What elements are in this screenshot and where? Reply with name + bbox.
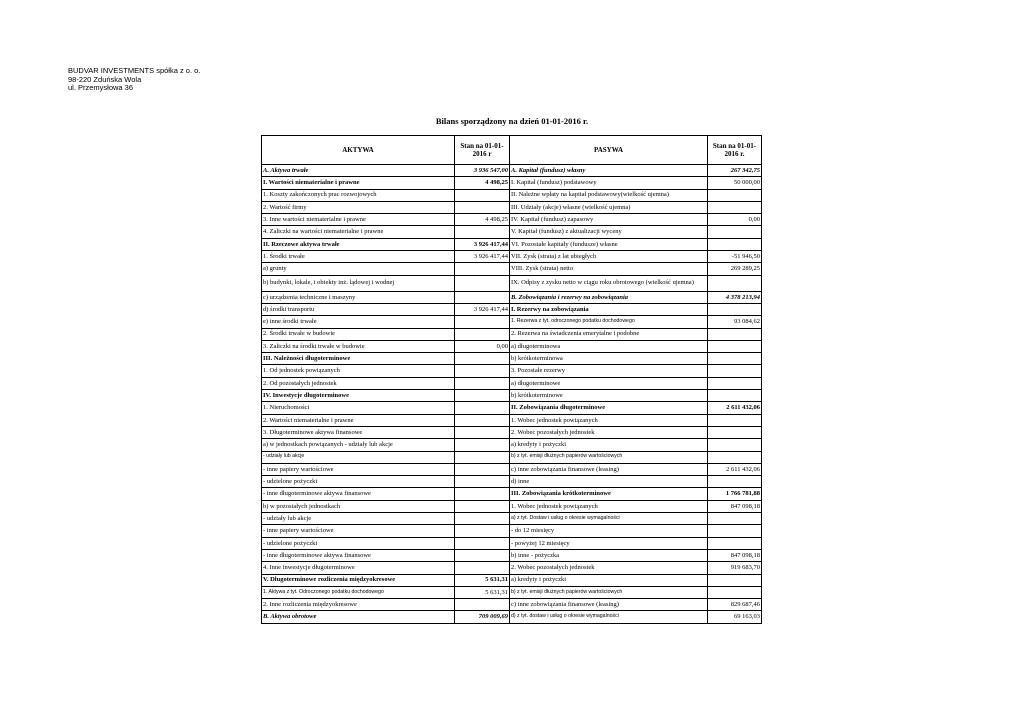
company-header <box>68 67 200 93</box>
table-row <box>262 275 762 291</box>
pasywa-value: 2 611 432,06 <box>708 463 762 475</box>
pasywa-label: d) inne <box>510 476 708 488</box>
balance-sheet-table <box>261 135 762 624</box>
aktywa-value: 0,00 <box>455 340 510 352</box>
pasywa-label: - powyżej 12 miesięcy <box>510 537 708 549</box>
aktywa-value <box>455 439 510 451</box>
aktywa-value <box>455 549 510 561</box>
table-row <box>262 549 762 561</box>
aktywa-value <box>455 353 510 365</box>
pasywa-value <box>708 390 762 402</box>
aktywa-label: 1. Nieruchomości <box>262 402 455 414</box>
pasywa-value <box>708 476 762 488</box>
pasywa-value: 829 687,46 <box>708 599 762 611</box>
pasywa-value <box>708 226 762 238</box>
aktywa-value <box>455 263 510 275</box>
aktywa-value <box>455 451 510 463</box>
aktywa-value <box>455 291 510 303</box>
pasywa-value <box>708 353 762 365</box>
aktywa-label: b) w pozostałych jednostkach <box>262 500 455 512</box>
aktywa-label: b) budynki, lokale, i obiekty inż. lądowej i wodnej <box>262 275 455 291</box>
aktywa-value <box>455 476 510 488</box>
pasywa-label: c) inne zobowiązania finansowe (leasing) <box>510 599 708 611</box>
pasywa-value <box>708 275 762 291</box>
pasywa-value: 4 378 213,94 <box>708 291 762 303</box>
aktywa-value <box>455 599 510 611</box>
aktywa-value: 3 926 417,44 <box>455 303 510 315</box>
aktywa-label: 2. Wartość firmy <box>262 201 455 213</box>
pasywa-label: a) kredyty i pożyczki <box>510 439 708 451</box>
pasywa-label: 1. Wobec jednostek powiązanych <box>510 500 708 512</box>
pasywa-label: VIII. Zysk (strata) netto <box>510 263 708 275</box>
aktywa-label: - udziały lub akcje <box>262 451 455 463</box>
header-pasywa-stan: Stan na 01-01-2016 r. <box>708 136 762 165</box>
table-row <box>262 377 762 389</box>
aktywa-label: - udzielone pożyczki <box>262 476 455 488</box>
table-row <box>262 476 762 488</box>
aktywa-label: - inne papiery wartościowe <box>262 463 455 475</box>
pasywa-label: VI. Pozostałe kapitały (fundusze) własne <box>510 238 708 250</box>
pasywa-value: 919 683,70 <box>708 562 762 574</box>
table-row <box>262 177 762 189</box>
pasywa-value <box>708 377 762 389</box>
aktywa-label: 2. Od pozostałych jednostek <box>262 377 455 389</box>
table-row <box>262 586 762 598</box>
company-address: 98-220 Zduńska Wola <box>68 74 142 84</box>
table-row <box>262 226 762 238</box>
aktywa-label: 3. Inne wartości niematerialne i prawne <box>262 214 455 226</box>
aktywa-label: e) inne środki trwałe <box>262 316 455 328</box>
pasywa-label: c) inne zobowiązania finansowe (leasing) <box>510 463 708 475</box>
pasywa-value <box>708 586 762 598</box>
table-row <box>262 562 762 574</box>
table-row <box>262 201 762 213</box>
pasywa-label: III. Udziały (akcje) własne (wielkość ujemna) <box>510 201 708 213</box>
aktywa-value: 4 498,25 <box>455 177 510 189</box>
aktywa-value <box>455 226 510 238</box>
pasywa-label: 2. Wobec pozostałych jednostek <box>510 562 708 574</box>
pasywa-label: II. Zobowiązania długoterminowe <box>510 402 708 414</box>
table-row <box>262 414 762 426</box>
aktywa-label: c) urządzenia techniczne i maszyny <box>262 291 455 303</box>
aktywa-label: - udziały lub akcje <box>262 513 455 525</box>
pasywa-label: I. Kapitał (fundusz) podstawowy <box>510 177 708 189</box>
pasywa-label: IX. Odpisy z zysku netto w ciągu roku obrotowego (wielkość ujemna) <box>510 275 708 291</box>
aktywa-value <box>455 377 510 389</box>
aktywa-value <box>455 189 510 201</box>
pasywa-value: 0,00 <box>708 214 762 226</box>
aktywa-value <box>455 328 510 340</box>
table-row <box>262 303 762 315</box>
company-street: ul. Przemysłowa 36 <box>68 83 134 92</box>
aktywa-label: II. Rzeczowe aktywa trwałe <box>262 238 455 250</box>
aktywa-value: 709 009,69 <box>455 611 510 623</box>
table-row <box>262 238 762 250</box>
pasywa-value <box>708 365 762 377</box>
table-row <box>262 263 762 275</box>
table-row <box>262 500 762 512</box>
aktywa-label: III. Należności długoterminowe <box>262 353 455 365</box>
aktywa-label: - inne długoterminowe aktywa finansowe <box>262 488 455 500</box>
pasywa-label: 1. Wobec jednostek powiązanych <box>510 414 708 426</box>
aktywa-value: 4 498,25 <box>455 214 510 226</box>
aktywa-label: 1. Od jednostek powiązanych <box>262 365 455 377</box>
aktywa-value <box>455 365 510 377</box>
aktywa-label: a) w jednostkach powiązanych - udziały lub akcje <box>262 439 455 451</box>
pasywa-label: a) długoterminowa <box>510 340 708 352</box>
pasywa-value <box>708 525 762 537</box>
pasywa-value <box>708 574 762 586</box>
table-row <box>262 463 762 475</box>
pasywa-label: b) z tyt. emisji dłużnych papierów wartościowych <box>510 451 708 463</box>
aktywa-label: 4. Inne inwestycje długoterminowe <box>262 562 455 574</box>
aktywa-label: d) środki transportu <box>262 303 455 315</box>
aktywa-value <box>455 402 510 414</box>
table-row <box>262 574 762 586</box>
table-row <box>262 488 762 500</box>
aktywa-label: - inne długoterminowe aktywa finansowe <box>262 549 455 561</box>
pasywa-value <box>708 189 762 201</box>
pasywa-label: VII. Zysk (strata) z lat ubiegłych <box>510 251 708 263</box>
document-title: Bilans sporządzony na dzień 01-01-2016 r. <box>435 116 589 126</box>
aktywa-label: 3. Długoterminowe aktywa finansowe <box>262 426 455 438</box>
pasywa-label: I. Rezerwy na zobowiązania <box>510 303 708 315</box>
table-row <box>262 451 762 463</box>
pasywa-value: 269 289,25 <box>708 263 762 275</box>
pasywa-label: V. Kapitał (fundusz) z aktualizacji wyceny <box>510 226 708 238</box>
header-aktywa: AKTYWA <box>262 136 455 165</box>
table-row <box>262 340 762 352</box>
aktywa-label: 1. Koszty zakończonych prac rozwojowych <box>262 189 455 201</box>
table-row <box>262 189 762 201</box>
pasywa-value: -51 946,50 <box>708 251 762 263</box>
table-row <box>262 599 762 611</box>
pasywa-value: 50 000,00 <box>708 177 762 189</box>
aktywa-label: 1. Aktywa z tyt. Odroczonego podatku dochodowego <box>262 586 455 598</box>
aktywa-value: 3 936 547,00 <box>455 165 510 177</box>
pasywa-label: B. Zobowiązania i rezerwy na zobowiązania <box>510 291 708 303</box>
table-row <box>262 439 762 451</box>
pasywa-value <box>708 537 762 549</box>
pasywa-value: 2 611 432,06 <box>708 402 762 414</box>
pasywa-label: 3. Pozostałe rezerwy <box>510 365 708 377</box>
aktywa-value: 5 631,31 <box>455 574 510 586</box>
pasywa-value: 69 163,03 <box>708 611 762 623</box>
pasywa-label: A. Kapitał (fundusz) własny <box>510 165 708 177</box>
aktywa-value: 5 631,31 <box>455 586 510 598</box>
pasywa-value <box>708 201 762 213</box>
aktywa-label: 2. Środki trwałe w budowie <box>262 328 455 340</box>
header-pasywa: PASYWA <box>510 136 708 165</box>
pasywa-value <box>708 303 762 315</box>
aktywa-value <box>455 275 510 291</box>
table-row <box>262 214 762 226</box>
pasywa-label: 2. Wobec pozostałych jednostek <box>510 426 708 438</box>
header-aktywa-stan: Stan na 01-01-2016 r <box>455 136 510 165</box>
aktywa-value <box>455 500 510 512</box>
table-row <box>262 611 762 623</box>
table-row <box>262 513 762 525</box>
aktywa-label: - inne papiery wartościowe <box>262 525 455 537</box>
pasywa-label: a) długoterminowe <box>510 377 708 389</box>
pasywa-label: - do 12 miesięcy <box>510 525 708 537</box>
pasywa-value <box>708 451 762 463</box>
table-header-row <box>262 136 762 165</box>
table-row <box>262 390 762 402</box>
pasywa-value: 93 084,62 <box>708 316 762 328</box>
aktywa-label: 2. Wartości niematerialne i prawne <box>262 414 455 426</box>
aktywa-label: 2. Inne rozliczenia międzyokresowe <box>262 599 455 611</box>
pasywa-value <box>708 340 762 352</box>
aktywa-value: 3 926 417,44 <box>455 251 510 263</box>
aktywa-label: 1. Środki trwałe <box>262 251 455 263</box>
aktywa-value <box>455 562 510 574</box>
pasywa-label: III. Zobowiązania krótkoterminowe <box>510 488 708 500</box>
aktywa-label: 3. Zaliczki na środki trwałe w budowie <box>262 340 455 352</box>
aktywa-value: 3 926 417,44 <box>455 238 510 250</box>
aktywa-label: V. Długoterminowe rozliczenia międzyokresowe <box>262 574 455 586</box>
aktywa-value <box>455 488 510 500</box>
aktywa-label: I. Wartości niematerialne i prawne <box>262 177 455 189</box>
aktywa-value <box>455 463 510 475</box>
aktywa-value <box>455 513 510 525</box>
pasywa-value <box>708 238 762 250</box>
aktywa-label: - udzielone pożyczki <box>262 537 455 549</box>
aktywa-value <box>455 426 510 438</box>
aktywa-value <box>455 525 510 537</box>
pasywa-label: b) inne - pożyczka <box>510 549 708 561</box>
pasywa-label: a) z tyt. Dostaw i usług o okresie wymagalności <box>510 513 708 525</box>
aktywa-value <box>455 316 510 328</box>
table-row <box>262 165 762 177</box>
pasywa-label: IV. Kapitał (fundusz) zapasowy <box>510 214 708 226</box>
aktywa-label: 4. Zaliczki na wartości niematerialne i prawne <box>262 226 455 238</box>
pasywa-value: 847 098,18 <box>708 500 762 512</box>
pasywa-label: 1. Rezerwa z tyt. odroczonego podatku dochodowego <box>510 316 708 328</box>
pasywa-value <box>708 414 762 426</box>
pasywa-label: b) krótkoterminowe <box>510 390 708 402</box>
pasywa-value: 267 342,75 <box>708 165 762 177</box>
table-row <box>262 353 762 365</box>
table-row <box>262 426 762 438</box>
pasywa-label: a) kredyty i pożyczki <box>510 574 708 586</box>
aktywa-value <box>455 414 510 426</box>
table-row <box>262 537 762 549</box>
pasywa-label: 2. Rezerwa na świadczenia emerytalne i podobne <box>510 328 708 340</box>
table-row <box>262 365 762 377</box>
aktywa-label: B. Aktywa obrotowe <box>262 611 455 623</box>
table-row <box>262 251 762 263</box>
pasywa-label: b) krótkoterminowa <box>510 353 708 365</box>
aktywa-label: A. Aktywa trwałe <box>262 165 455 177</box>
pasywa-value <box>708 439 762 451</box>
aktywa-value <box>455 201 510 213</box>
table-row <box>262 316 762 328</box>
pasywa-value: 1 766 781,88 <box>708 488 762 500</box>
table-row <box>262 328 762 340</box>
pasywa-label: II. Należne wpłaty na kapitał podstawowy(wielkość ujemna) <box>510 189 708 201</box>
aktywa-value <box>455 390 510 402</box>
aktywa-label: IV. Inwestycje długoterminowe <box>262 390 455 402</box>
aktywa-value <box>455 537 510 549</box>
table-row <box>262 402 762 414</box>
pasywa-value: 847 098,18 <box>708 549 762 561</box>
pasywa-label: b) z tyt. emisji dłużnych papierów wartościowych <box>510 586 708 598</box>
pasywa-value <box>708 328 762 340</box>
table-row <box>262 525 762 537</box>
company-name: BUDVAR INVESTMENTS spółka z o. o. <box>68 66 201 75</box>
pasywa-value <box>708 513 762 525</box>
pasywa-value <box>708 426 762 438</box>
table-row <box>262 291 762 303</box>
pasywa-label: d) z tyt. dostaw i usług o okresie wymagalności <box>510 611 708 623</box>
aktywa-label: a) grunty <box>262 263 455 275</box>
